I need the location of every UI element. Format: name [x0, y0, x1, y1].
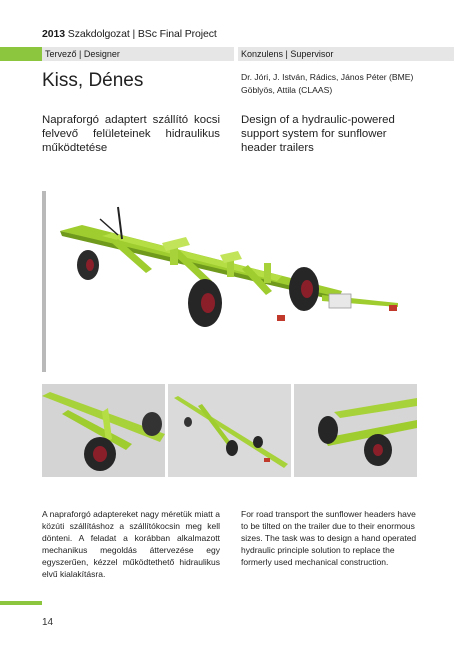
- designer-label: Tervező | Designer: [42, 47, 234, 61]
- page-header: [42, 28, 217, 40]
- thumbnail-1-graphic: [42, 384, 165, 477]
- trailer-render-graphic: [42, 191, 416, 372]
- supervisor-label: Konzulens | Supervisor: [238, 47, 454, 61]
- thumbnail-1: [42, 384, 165, 477]
- supervisor-names: [241, 71, 451, 97]
- body-text-english: For road transport the sunflower headers have to be tilted on the trailer due to their enormous sizes. The task was to design a hand operated hydraulic principle solution to replace the formerly used mechanical construction.: [241, 509, 417, 567]
- page-number: 14: [42, 617, 54, 628]
- supervisor-line-1: Dr. Jóri, J. István, Rádics, János Péter (BME): [241, 72, 414, 82]
- thumbnail-3-graphic: [294, 384, 417, 477]
- thumbnail-2: [168, 384, 291, 477]
- title-english: Design of a hydraulic-powered support system for sunflower header trailers: [241, 114, 395, 154]
- thumbnail-3: [294, 384, 417, 477]
- footer-accent-bar: [0, 601, 42, 605]
- body-text-hungarian: A napraforgó adaptereket nagy méretük miatt a közúti szállításhoz a szállítókocsin meg kell dönteni. A feladat a korábban alkalmazott mechanikus megoldás áttervezése egy egyszerűen, kézzel működtethető hidraulikus elvű kialakításra.: [42, 509, 220, 579]
- title-hungarian: Napraforgó adaptert szállító kocsi felvevő felületeinek hidraulikus működtetése: [42, 114, 220, 154]
- header-title: Szakdolgozat | BSc Final Project: [67, 28, 217, 40]
- designer-name: Kiss, Dénes: [42, 70, 144, 91]
- thumbnail-2-graphic: [168, 384, 291, 477]
- accent-bar: [0, 47, 42, 61]
- photo-edge-stripe: [42, 191, 46, 372]
- header-year: 2013: [42, 28, 65, 40]
- trailer-main-render: [42, 191, 416, 372]
- supervisor-line-2: Göblyös, Attila (CLAAS): [241, 85, 333, 95]
